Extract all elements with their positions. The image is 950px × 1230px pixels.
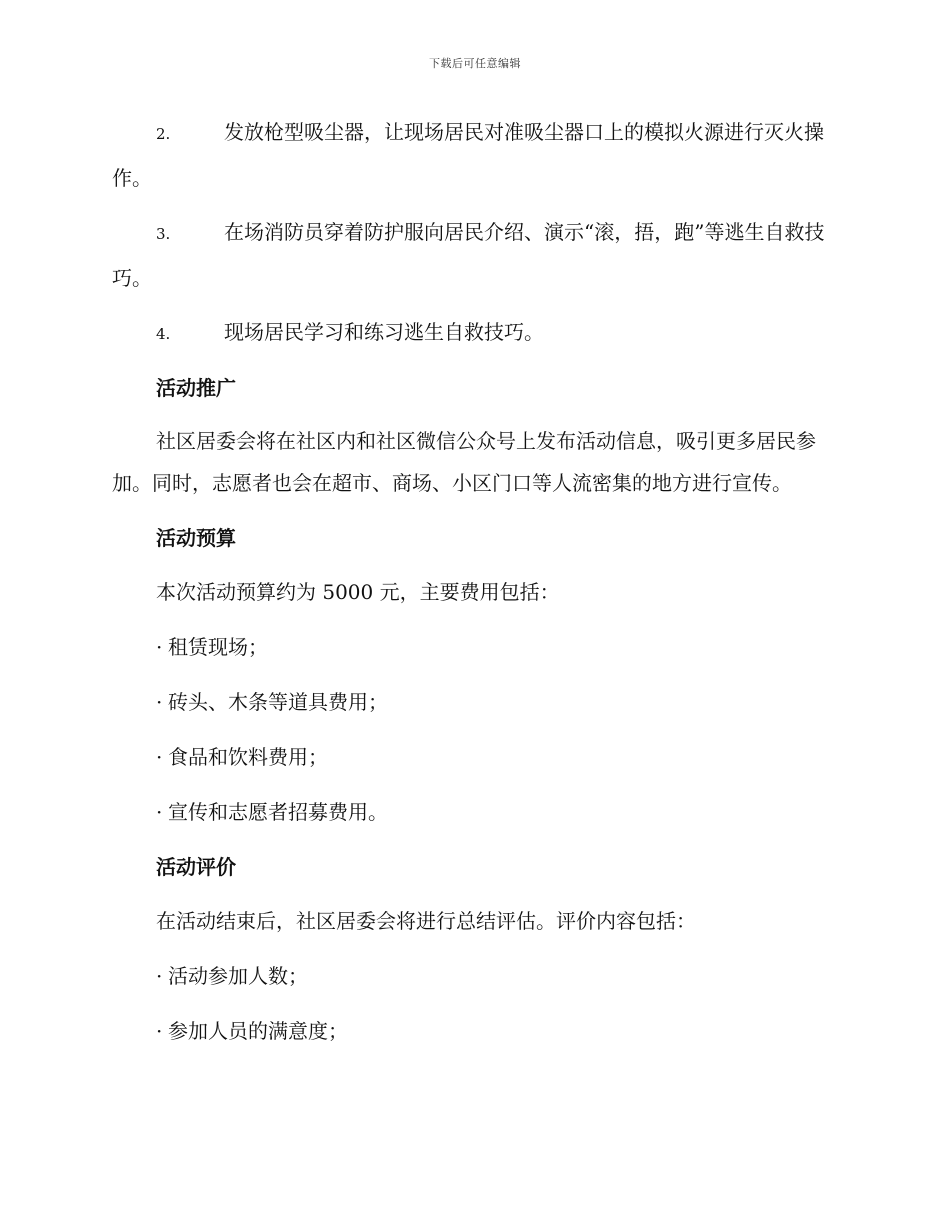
evaluation-intro: 在活动结束后，社区居委会将进行总结评估。评价内容包括： [156, 909, 696, 933]
bullet-dot: · [156, 745, 163, 769]
bullet-dot: · [156, 635, 163, 659]
page-header-note: 下载后可任意编辑 [429, 57, 521, 70]
step-number: 2. [156, 125, 171, 143]
step-number: 4. [156, 325, 171, 343]
bullet-dot: · [156, 690, 163, 714]
budget-item [112, 625, 832, 669]
budget-item-text: 食品和饮料费用； [168, 745, 328, 769]
budget-intro: 本次活动预算约为 5000 元，主要费用包括： [156, 580, 560, 604]
evaluation-item-text: 活动参加人数； [168, 964, 308, 988]
step-text: 发放枪型吸尘器，让现场居民对准吸尘器口上的模拟火源进行灭火操作。 [112, 120, 824, 190]
evaluation-item-text: 参加人员的满意度； [168, 1019, 348, 1043]
budget-item [112, 790, 832, 834]
promotion-paragraph: 社区居委会将在社区内和社区微信公众号上发布活动信息，吸引更多居民参加。同时，志愿者也会在超市、商场、小区门口等人流密集的地方进行宣传。 [112, 429, 816, 495]
step-text: 现场居民学习和练习逃生自救技巧。 [224, 320, 544, 344]
section-heading-budget: 活动预算 [156, 526, 236, 550]
budget-item [112, 735, 832, 779]
budget-item-text: 砖头、木条等道具费用； [168, 690, 388, 714]
step-item [112, 110, 832, 200]
evaluation-item [112, 954, 832, 998]
step-text: 在场消防员穿着防护服向居民介绍、演示“滚，捂，跑”等逃生自救技巧。 [112, 220, 825, 290]
budget-item-text: 宣传和志愿者招募费用。 [168, 800, 388, 824]
step-number: 3. [156, 225, 171, 243]
evaluation-item [112, 1009, 832, 1053]
bullet-dot: · [156, 800, 163, 824]
bullet-dot: · [156, 964, 163, 988]
section-heading-promotion: 活动推广 [156, 376, 236, 400]
section-heading-evaluation: 活动评价 [156, 855, 236, 879]
bullet-dot: · [156, 1019, 163, 1043]
document-body [112, 110, 832, 1064]
budget-item-text: 租赁现场； [168, 635, 268, 659]
step-item [112, 310, 832, 356]
budget-item [112, 680, 832, 724]
step-item [112, 210, 832, 300]
